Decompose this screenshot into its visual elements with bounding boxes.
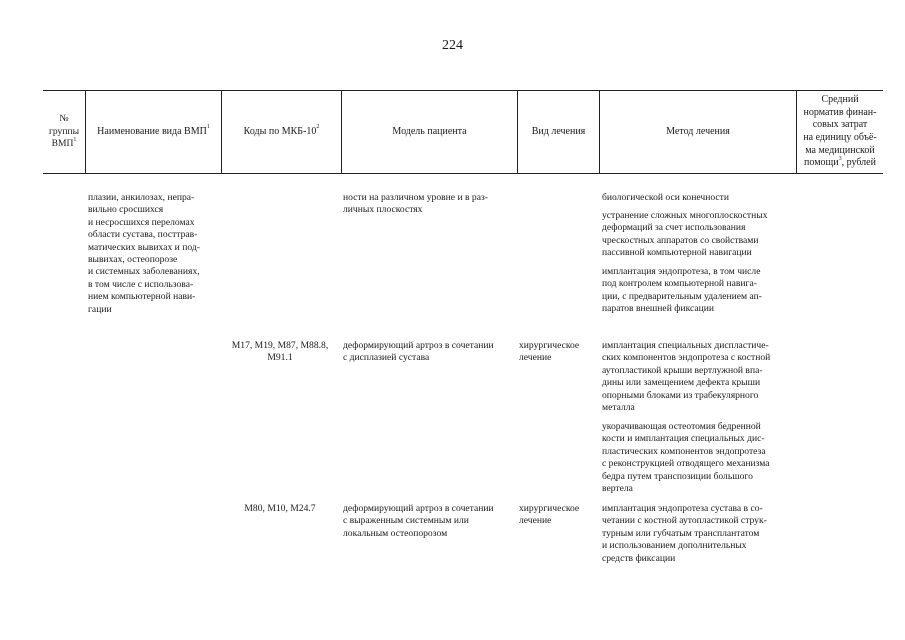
row2-patient-model	[343, 340, 494, 365]
row3-type-line: лечение	[519, 515, 552, 527]
row2-method-line: бедра путем транспозиции большого	[602, 470, 753, 482]
row1-patient-model	[343, 192, 488, 217]
row3-method-line: и использованием дополнительных	[602, 540, 747, 552]
header-treatment-method: Метод лечения	[599, 91, 796, 173]
row3-model-line: с выраженным системным или	[343, 515, 469, 527]
header-cost-line5: ма медицинской	[805, 144, 875, 156]
row2-type-line: лечение	[519, 352, 552, 364]
header-icd-codes	[221, 91, 341, 173]
header-vmp-name	[85, 91, 221, 173]
header-cost-line1: Средний	[821, 94, 859, 106]
header-group-line3: ВМП	[51, 138, 74, 150]
row2-method-line: ских компонентов эндопротеза с костной	[602, 352, 771, 364]
header-cost-line4: на единицу объё-	[803, 132, 877, 143]
page-number: 224	[442, 38, 463, 53]
row3-method-line: средств фиксации	[602, 552, 676, 564]
row2-codes-line: M17, M19, M87, M88.8,	[231, 340, 329, 351]
row2-model-line: с дисплазией сустава	[343, 352, 430, 364]
header-cost-sup: 3	[838, 155, 842, 162]
row1-method-b	[602, 210, 768, 260]
header-patient-model: Модель пациента	[341, 91, 517, 173]
row1-method-line: биологической оси конечности	[602, 192, 729, 203]
row1-name-line: плазии, анкилозах, непра-	[88, 192, 195, 203]
row2-method-b	[602, 421, 770, 495]
row1-model-line: личных плоскостях	[343, 204, 423, 216]
row2-method-line: с реконструкцией отводящего механизма	[602, 458, 770, 470]
row2-method-line: аутопластикой крыши вертлужной впа-	[602, 364, 763, 376]
row1-vmp-name	[88, 192, 200, 316]
row2-method-line: пластических компонентов эндопротеза	[602, 445, 766, 457]
row3-codes-line: M80, M10, M24.7	[244, 503, 316, 514]
header-group-sup: 1	[73, 137, 77, 144]
header-group-number	[43, 91, 85, 173]
row3-treatment-type	[519, 503, 579, 528]
row1-name-line: гации	[88, 303, 112, 315]
row2-method-line: опорными блоками из трабекулярного	[602, 389, 759, 401]
row3-model-line: локальным остеопорозом	[343, 527, 448, 539]
header-average-cost	[796, 91, 883, 173]
header-cost-line6-tail: , рублей	[841, 157, 876, 169]
row1-method-line: устранение сложных многоплоскостных	[602, 210, 768, 221]
row1-method-line: чрескостных аппаратов со свойствами	[602, 234, 759, 246]
row2-type-line: хирургическое	[519, 340, 580, 351]
row1-method-line: ции, с предварительным удалением ап-	[602, 290, 762, 302]
header-icd-codes-sup: 2	[316, 124, 320, 131]
row1-name-line: и системных заболеваниях,	[88, 266, 200, 278]
row2-method-line: вертела	[602, 483, 633, 495]
row3-method-line: турным или губчатым трансплантатом	[602, 527, 760, 539]
row2-method-a	[602, 340, 770, 414]
row1-name-line: нием компьютерной нави-	[88, 291, 196, 303]
row1-method-line: имплантация эндопротеза, в том числе	[602, 266, 761, 277]
header-cost-line3: совых затрат	[812, 119, 868, 131]
row1-method-line: деформаций за счет использования	[602, 222, 746, 234]
header-group-line1: №	[59, 113, 69, 125]
row3-method-a	[602, 503, 767, 565]
row2-icd-codes	[222, 340, 338, 365]
row3-method-line: имплантация эндопротеза сустава в со-	[602, 503, 763, 514]
header-cost-line2: норматив финан-	[803, 106, 877, 118]
row2-method-line: имплантация специальных диспластиче-	[602, 340, 769, 351]
header-cost-line6: помощи	[804, 157, 839, 169]
row1-method-c	[602, 266, 762, 316]
header-group-line2: группы	[48, 125, 80, 137]
row2-codes-line: M91.1	[267, 352, 293, 364]
row2-model-line: деформирующий артроз в сочетании	[343, 340, 494, 351]
row2-method-line: кости и имплантация специальных дис-	[602, 433, 765, 445]
row3-method-line: четании с костной аутопластикой струк-	[602, 515, 767, 527]
row3-model-line: деформирующий артроз в сочетании	[343, 503, 494, 514]
row1-name-line: матических вывихах и под-	[88, 241, 200, 253]
row1-name-line: вывихах, остеопорозе	[88, 254, 178, 266]
row1-name-line: и несросшихся переломах	[88, 216, 195, 228]
row1-name-line: области сустава, посттрав-	[88, 229, 198, 241]
row2-method-line: дины или замещением дефекта крыши	[602, 377, 761, 389]
row3-patient-model	[343, 503, 494, 540]
row1-method-line: под контролем компьютерной навига-	[602, 278, 757, 290]
header-vmp-name-sup: 1	[206, 124, 210, 131]
row1-method-line: паратов внешней фиксации	[602, 303, 715, 315]
header-treatment-type: Вид лечения	[517, 91, 599, 173]
row3-icd-codes	[222, 503, 338, 515]
row3-type-line: хирургическое	[519, 503, 580, 514]
row1-name-line: в том числе с использова-	[88, 278, 194, 290]
row1-model-line: ности на различном уровне и в раз-	[343, 192, 488, 203]
row1-name-line: вильно сросшихся	[88, 204, 164, 216]
header-icd-codes-text: Коды по МКБ-10	[243, 125, 317, 137]
row2-treatment-type	[519, 340, 579, 365]
row1-method-a	[602, 192, 729, 204]
row2-method-line: металла	[602, 402, 635, 414]
row2-method-line: укорачивающая остеотомия бедренной	[602, 421, 761, 432]
header-vmp-name-text: Наименование вида ВМП	[97, 125, 207, 137]
table-header	[43, 90, 883, 174]
row1-method-line: пассивной компьютерной навигации	[602, 247, 752, 259]
